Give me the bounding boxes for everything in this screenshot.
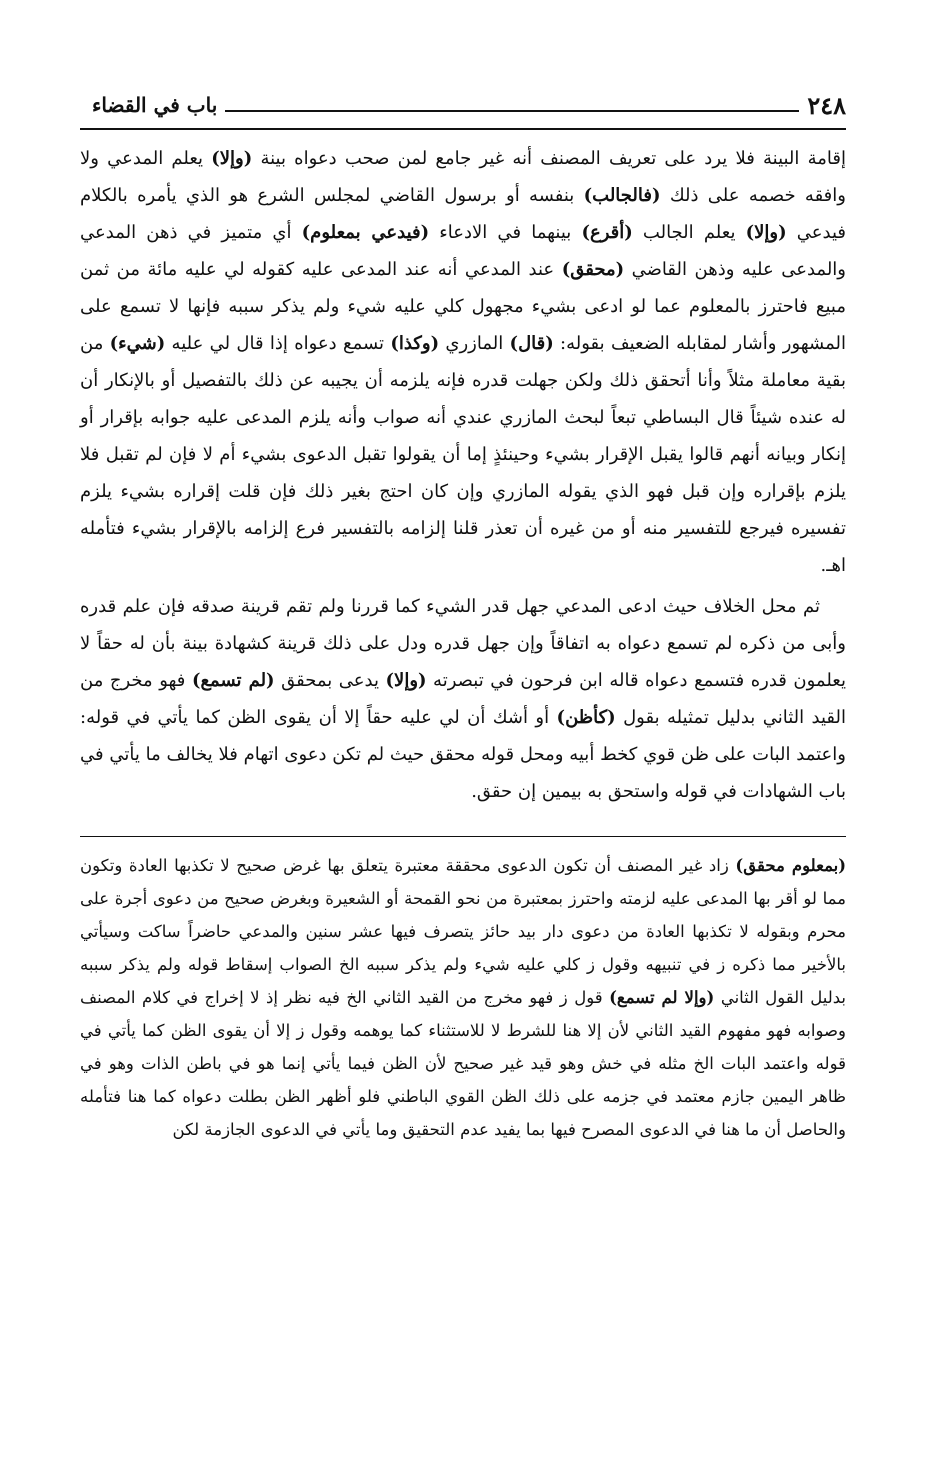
matn-term: (وإلا) (211, 148, 253, 169)
matn-term: (وإلا) (385, 670, 427, 691)
header-line (225, 110, 799, 112)
text-segment: يدعى بمحقق (274, 670, 386, 691)
matn-term: (قال) (509, 333, 554, 354)
paragraph-2 (80, 588, 846, 810)
text-segment: إقامة البينة فلا يرد على تعريف المصنف أنه غير جامع لمن صحب دعواه بينة (252, 148, 846, 169)
page-number: ٢٤٨ (807, 90, 846, 120)
matn-term: (وإلا لم تسمع) (609, 988, 715, 1007)
text-segment: تسمع دعواه إذا قال لي عليه (165, 333, 391, 354)
matn-term: (شيء) (109, 333, 166, 354)
text-segment: قول ز فهو مخرج من القيد الثاني الخ فيه نظر إذ لا إخراج في كلام المصنف وصوابه فهو مفهوم القيد الثاني لأن إلا هنا للشرط لا للاستثناء كما يوهمه وقول ز إلا أن يقوى الظن كما يأتي في قوله واعتمد البات الخ مثله في خش وهو قيد غير صحيح لأن الظن فيما يأتي إنما هو في باطن الذات وهو في ظاهر اليمين جازم معتمد في جزمه على ذلك الظن القوي الباطني فلو أظهر الظن بطلت دعواه كما هنا فتأمله والحاصل أن ما هنا في الدعوى المصرح فيها بما يفيد عدم التحقيق وما يأتي في الدعوى الجازمة لكن (80, 988, 846, 1139)
main-text (80, 140, 846, 810)
text-segment: أو أشك أن لي عليه حقاً إلا أن يقوى الظن كما يأتي في قوله: واعتمد البات على ظن قوي كخط أبيه ومحل قوله محقق حيث لم تكن دعوى اتهام فلا يخالف ما يأتي في باب الشهادات في قوله واستحق به بيمين إن حقق. (80, 707, 846, 802)
header-rule (80, 128, 846, 130)
matn-term: (فالجالب) (583, 185, 661, 206)
text-segment: أي متميز في ذهن المدعي والمدعى عليه وذهن القاضي (80, 222, 846, 280)
text-segment: يعلم المدعي ولا وافقه خصمه على ذلك (80, 148, 846, 206)
paragraph-1 (80, 140, 846, 584)
text-segment: المازري (439, 333, 510, 354)
text-segment: من بقية معاملة مثلاً وأنا أتحقق ذلك ولكن جهلت قدره فإنه يلزمه أن يجيبه عن ذلك بالتفصيل أو بالإنكار أن له عنده شيئاً قال البساطي تبعاً لبحث المازري عندي أنه صواب وأنه يلزم المدعى عليه جوابه بإقرار أو إنكار وبيانه أنهم قالوا يقبل الإقرار بشيء وحينئذٍ إما أن يقولوا تقبل الدعوى بشيء أم لا فإن لم تقبل فلا يلزم بإقراره وإن قبل فهو الذي يقوله المازري وإن كان احتج بغير ذلك فإن قلت إقراره بشيء يلزم تفسيره فيرجع للتفسير منه أو من غيره أن تعذر قلنا إلزامه بالتفسير فرع إلزامه بالإقرار بشيء فتأمله اهـ. (80, 333, 846, 576)
footnote-paragraph (80, 849, 846, 1146)
footnote (80, 849, 846, 1146)
matn-term: (بمعلوم محقق) (735, 856, 847, 875)
text-segment: يعلم الجالب (632, 222, 746, 243)
matn-term: (أقرع) (581, 222, 633, 243)
matn-term: (فيدعي بمعلوم) (301, 222, 430, 243)
text-segment: بنفسه أو برسول القاضي لمجلس الشرع هو الذي يأمره بالكلام فيدعي (80, 185, 847, 243)
matn-term: (لم تسمع) (191, 670, 275, 691)
page-header (80, 84, 846, 126)
book-page (80, 84, 846, 1384)
text-segment: ثم محل الخلاف حيث ادعى المدعي جهل قدر الشيء كما قررنا ولم تقم قرينة صدقه فإن علم قدره وأبى من ذكره لم تسمع دعواه به اتفاقاً وإن جهل قدره ودل على ذلك قرينة كشهادة بينة بأن له حقاً لا يعلمون قدره فتسمع دعواه قاله ابن فرحون في تبصرته (80, 596, 847, 691)
matn-term: (كأظن) (556, 707, 616, 728)
footnote-separator (80, 836, 846, 837)
text-segment: زاد غير المصنف أن تكون الدعوى محققة معتبرة يتعلق بها غرض صحيح لا تكذبها العادة وتكون مما لو أقر بها المدعى عليه لزمته واحترز بمعتبرة من نحو القمحة أو الشعيرة وبغرض صحيح من دعوى أجرة على محرم وبقوله لا تكذبها العادة من دعوى دار بيد حائز يتصرف فيها عشر سنين والمدعي حاضراً ساكت وسيأتي بالأخير مما ذكره ز في تنبيهه وقول ز كلي عليه شيء ولم يذكر سببه الخ الصواب إسقاط قوله ولم يذكر سببه بدليل القول الثاني (80, 856, 846, 1007)
text-segment: فهو مخرج من القيد الثاني بدليل تمثيله بقول (80, 670, 847, 728)
text-segment: عند المدعي أنه عند المدعى عليه كقوله لي عليه مائة من ثمن مبيع فاحترز بالمعلوم عما لو ادعى بشيء مجهول كلي عليه شيء ولم يذكر سببه فإنها لا تسمع على المشهور وأشار لمقابله الضعيف بقوله: (80, 259, 846, 354)
chapter-title: باب في القضاء (92, 93, 218, 117)
matn-term: (وكذا) (390, 333, 440, 354)
text-segment: بينهما في الادعاء (429, 222, 582, 243)
matn-term: (وإلا) (745, 222, 787, 243)
matn-term: (محقق) (561, 259, 625, 280)
